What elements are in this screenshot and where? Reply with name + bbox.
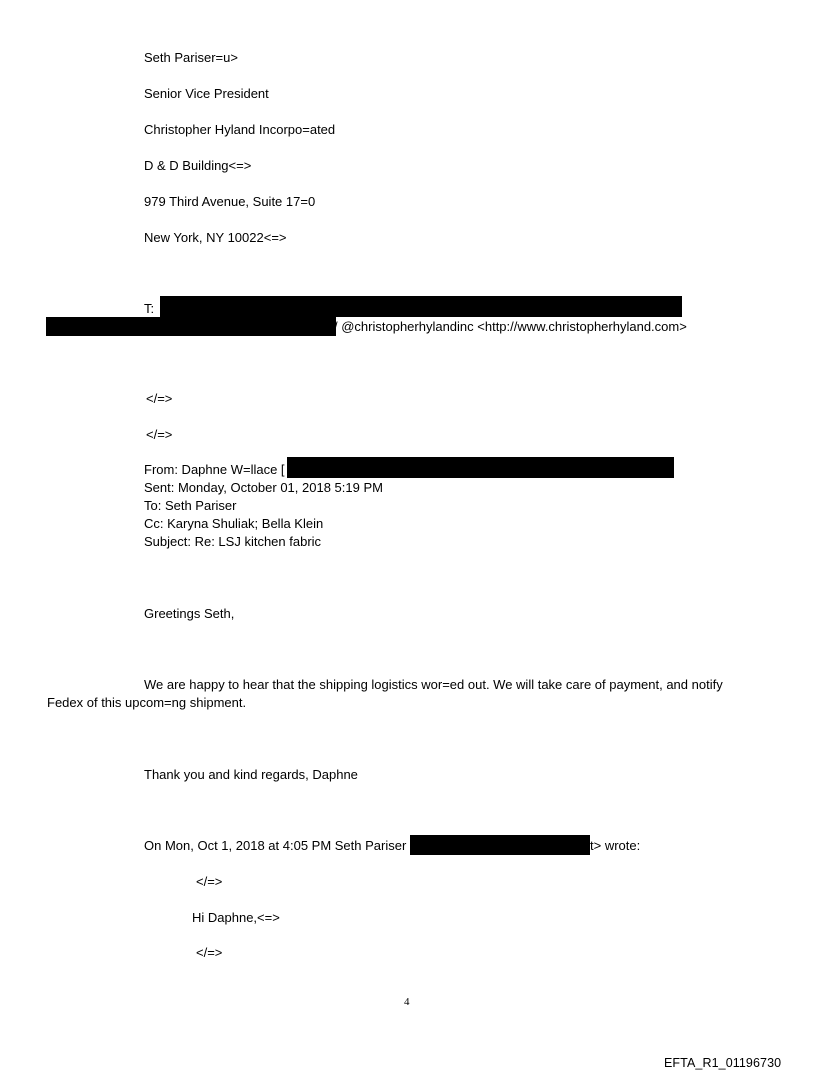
quote-greeting: Hi Daphne,<=>	[192, 910, 280, 925]
signature-address: 979 Third Avenue, Suite 17=0	[144, 194, 316, 209]
header-sent: Sent: Monday, October 01, 2018 5:19 PM	[144, 480, 383, 495]
document-id: EFTA_R1_01196730	[664, 1056, 782, 1070]
quote-intro-suffix: t> wrote:	[590, 838, 641, 853]
header-subject: Subject: Re: LSJ kitchen fabric	[144, 534, 322, 549]
redaction-box	[287, 457, 674, 478]
body-paragraph-line: Fedex of this upcom=ng shipment.	[47, 695, 247, 710]
body-paragraph-line: We are happy to hear that the shipping logistics wor=ed out. We will take care of payment, and notify	[144, 677, 723, 692]
signature-company: Christopher Hyland Incorpo=ated	[144, 122, 336, 137]
page-number: 4	[404, 996, 410, 1008]
signature-phone-label: T:	[144, 301, 155, 316]
quote-tag: </=>	[196, 874, 223, 889]
signature-title: Senior Vice President	[144, 86, 269, 101]
header-to: To: Seth Pariser	[144, 498, 237, 513]
header-cc: Cc: Karyna Shuliak; Bella Klein	[144, 516, 324, 531]
body-closing: Thank you and kind regards, Daphne	[144, 767, 358, 782]
signature-tag: </=>	[146, 427, 173, 442]
signature-social: / @christopherhylandinc <http://www.christopherhyland.com>	[334, 319, 687, 334]
redaction-box	[160, 296, 682, 317]
quote-intro-prefix: On Mon, Oct 1, 2018 at 4:05 PM Seth Pariser	[144, 838, 407, 853]
signature-city: New York, NY 10022<=>	[144, 230, 287, 245]
redaction-box	[410, 835, 590, 855]
redaction-box	[46, 317, 336, 336]
body-greeting: Greetings Seth,	[144, 606, 235, 621]
header-from: From: Daphne W=llace [	[144, 462, 285, 477]
quote-tag: </=>	[196, 945, 223, 960]
signature-name: Seth Pariser=u>	[144, 50, 238, 65]
signature-building: D & D Building<=>	[144, 158, 252, 173]
signature-tag: </=>	[146, 391, 173, 406]
